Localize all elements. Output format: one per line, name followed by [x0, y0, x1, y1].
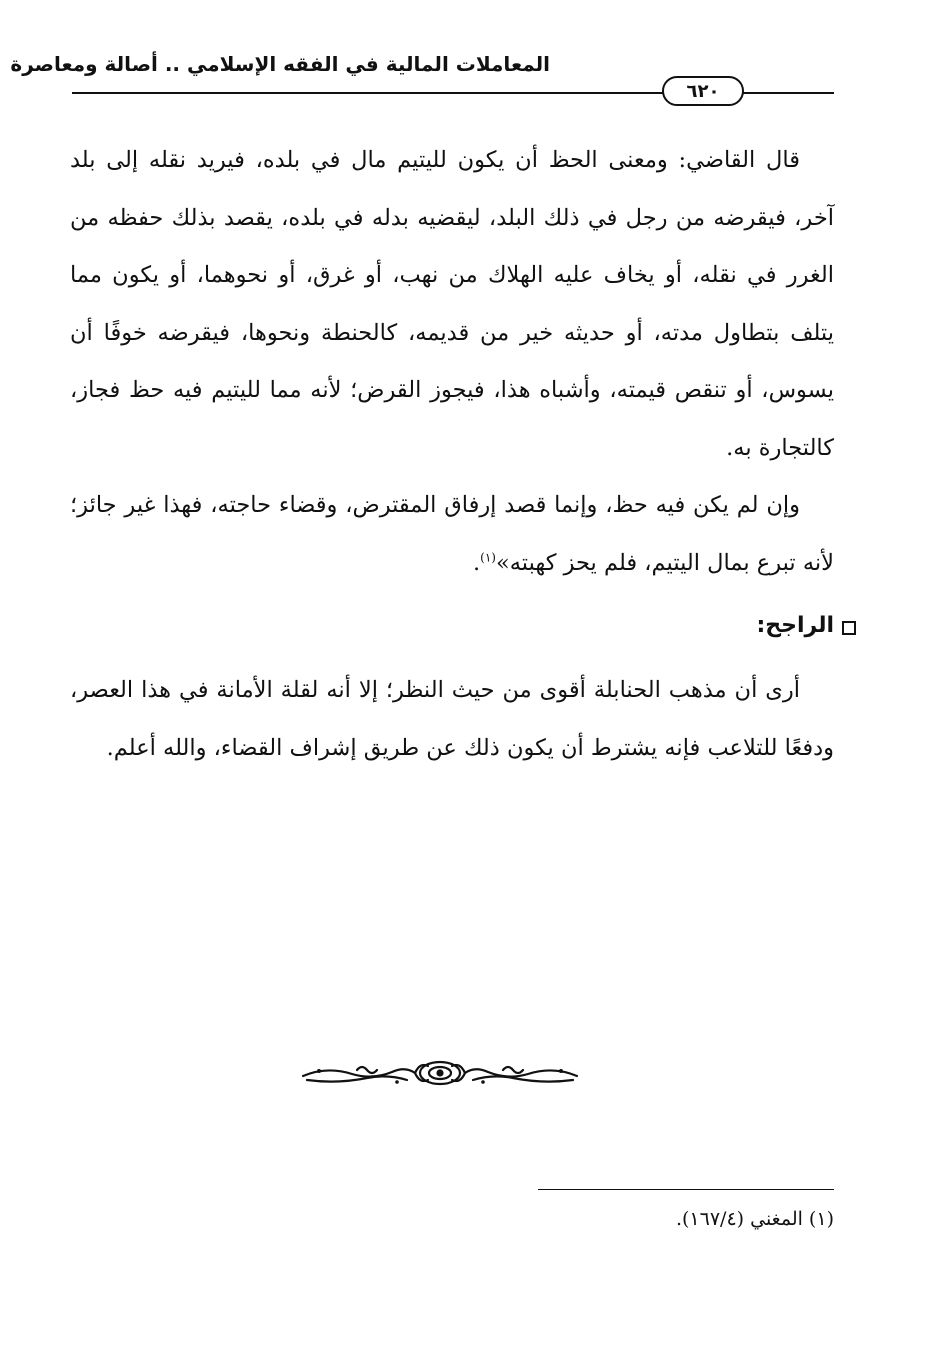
checkbox-square-icon — [842, 621, 856, 635]
running-header: المعاملات المالية في الفقه الإسلامي .. أصالة ومعاصرة — [10, 52, 550, 76]
closing-period: . — [472, 549, 481, 576]
paragraph-no-benefit — [70, 477, 834, 592]
paragraph-preferred-opinion: أرى أن مذهب الحنابلة أقوى من حيث النظر؛ إلا أنه لقلة الأمانة في هذا العصر، ودفعًا للتلاعب فإنه يشترط أن يكون ذلك عن طريق إشراف القضاء، والله أعلم. — [70, 677, 834, 761]
footnote: (١) المغني (١٦٧/٤). — [675, 1208, 834, 1230]
footnote-rule — [538, 1189, 834, 1190]
page-number: ٦٢٠ — [662, 76, 744, 106]
main-text — [70, 132, 834, 592]
paragraph-qadi: قال القاضي: ومعنى الحظ أن يكون لليتيم مال في بلده، فيريد نقله إلى بلد آخر، فيقرضه من رجل في ذلك البلد، ليقضيه بدله في بلده، يقصد بذلك حفظه من الغرر في نقله، أو يخاف عليه الهلاك من نهب، أو غرق، أو نحوهما، أو يكون مما يتلف بتطاول مدته، أو حديثه خير من قديمه، كالحنطة ونحوها، فيقرضه خوفًا أن يسوس، أو تنقص قيمته، وأشباه هذا، فيجوز القرض؛ لأنه مما لليتيم فيه حظ فجاز، كالتجارة به. — [70, 147, 834, 461]
decorative-ornament-icon — [297, 1058, 583, 1088]
conclusion-text — [70, 662, 834, 777]
footnote-reference: (١) — [480, 550, 496, 564]
section-heading-preferred: الراجح: — [756, 613, 834, 638]
paragraph-no-benefit-text: وإن لم يكن فيه حظ، وإنما قصد إرفاق المقترض، وقضاء حاجته، فهذا غير جائز؛ لأنه تبرع بمال اليتيم، فلم يحز كهبته» — [70, 492, 834, 576]
